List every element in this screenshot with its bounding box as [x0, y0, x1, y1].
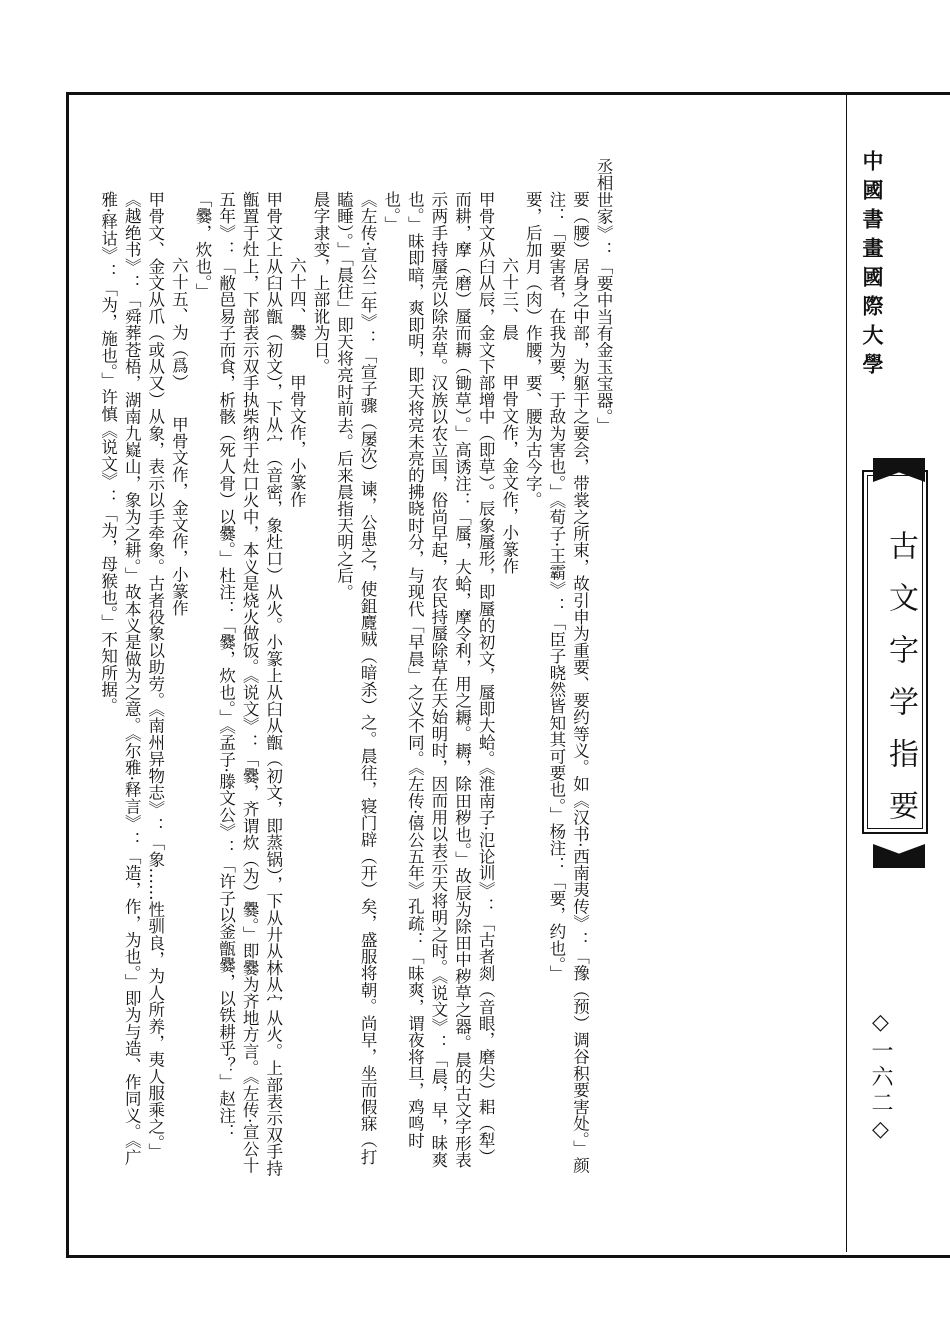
entry-heading: 六十五、为（爲） 甲骨文作，金文作，小篆作 — [169, 257, 189, 617]
text-columns — [96, 158, 615, 1178]
paragraph: 要（腰）居身之中部，为躯干之要会，带裳之所束，故引申为重要、要约等义。如《汉书·西南夷传》：「豫（预）调谷积要害处。」颜注：「要害者，在我为要，于敌为害也。」《荀子·王霸》：「臣子晓然皆知其可要也。」杨注：「要，约也。」 — [546, 191, 590, 1174]
entry-heading: 六十三、晨 甲骨文作，金文作，小篆作 — [499, 257, 519, 575]
entry-heading: 六十四、爨 甲骨文作，小篆作 — [287, 257, 307, 508]
paragraph: 要，后加月（肉）作腰，要、腰为古今字。 — [523, 191, 543, 509]
header-divider — [846, 92, 847, 1252]
school-name: 中國書畫國際大學 — [860, 150, 885, 382]
main-text — [96, 158, 816, 1218]
book-title: 古文字学指要 — [883, 530, 918, 842]
paragraph: 晨字隶变，上部讹为日。 — [310, 191, 330, 375]
paragraph: 丞相世家》：「要中当有金玉宝器。」 — [594, 158, 614, 434]
page-number: ◇一六二◇ — [868, 1010, 893, 1146]
paragraph: 甲骨文从臼从辰，金文下部增中（即草）。辰象蜃形，即蜃的初文，蜃即大蛤。《淮南子·氾论训》：「古者剡（音眼，磨尖）耜（犁）而耕，摩（磨）蜃而耨（锄草）。」高诱注：「蜃，大蛤，摩令利，用之耨。耨，除田秽也。」故辰为除田中秽草之器。晨的古文字形表示两手持蜃壳以除杂草。汉族以农立国，俗尚早起，农民持蜃除草在天始明时，因而用以表示天将明之时。《说文》：「晨，早，昧爽也。」昧即暗，爽即明，即天将亮未亮的拂晓时分，与现代「早晨」之义不同。《左传·僖公五年》孔疏：「昧爽，谓夜将旦，鸡鸣时也。」 — [381, 191, 496, 1169]
paragraph: 《左传·宣公二年》：「宣子骤（屡次）谏，公患之，使鉏麑贼（暗杀）之。晨往，寝门辟（开）矣，盛服将朝。尚早，坐而假寐（打瞌睡）。」「晨往」即天将亮时前去。后来晨指天明之后。 — [334, 191, 378, 1166]
paragraph: 甲骨文上从臼从甑（初文），下从宀（音密，象灶口）从火。小篆上从臼从甑（初文，即蒸锅），下从廾从林从宀从火。上部表示双手持甑置于灶上，下部表示双手执柴纳于灶口火中，本义是烧火做饭。《说文》：「爨，齐谓炊（为）爨。」即爨为齐地方言。《左传·宣公十五年》：「敝邑易子而食，析骸（死人骨）以爨。」杜注：「爨，炊也。」《孟子·滕文公》：「许子以釜甑爨，以铁耕乎？」赵注：「爨，炊也。」 — [192, 191, 283, 1177]
paragraph: 甲骨文、金文从爪（或从又）从象，表示以手牵象。古者役象以助劳。《南州异物志》：「象……性驯良，为人所养，夷人服乘之。」《越绝书》：「舜葬苍梧，湖南九嶷山，象为之耕。」故本义是做为之意。《尔雅·释言》：「造，作，为也。」即为与造、作同义。《广雅·释诂》：「为，施也。」许慎《说文》：「为，母猴也。」不知所据。 — [98, 191, 165, 1166]
